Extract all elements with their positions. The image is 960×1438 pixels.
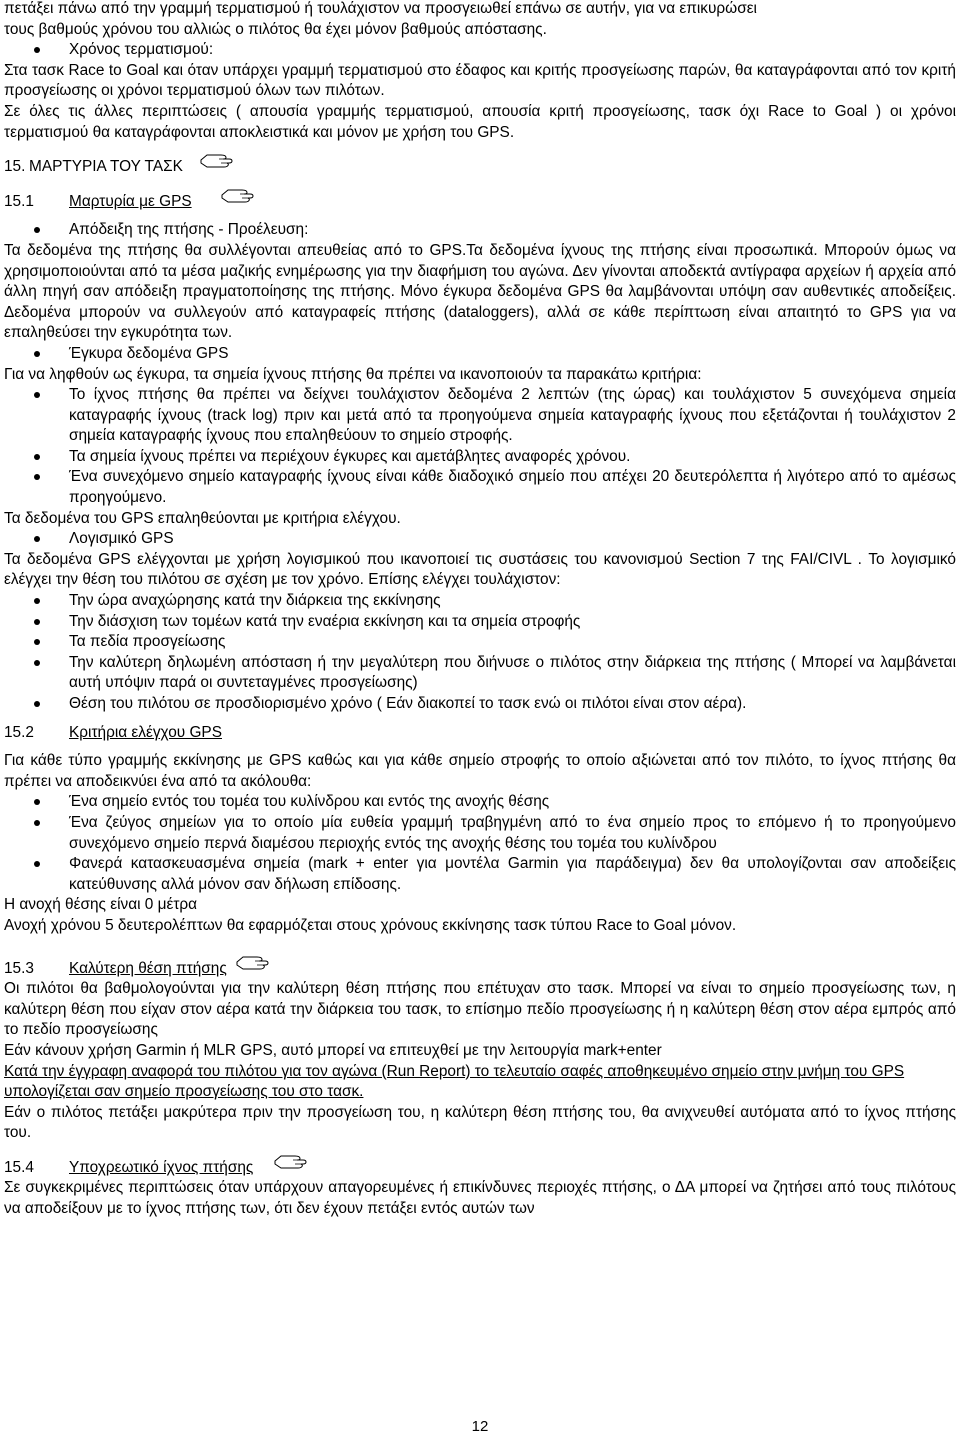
paragraph: Οι πιλότοι θα βαθμολογούνται για την καλύτερη θέση πτήσης που επέτυχαν στο τασκ. Μπορεί να είναι το σημείο προσγείωσης των, η καλύτερη θέση που είχαν στον αέρα κατά την διάρκεια του τασκ, το επίσημο πεδίο προσγείωσης ή η καλύτερη θέση στον αέρα εμπρός από το πεδίο προσγείωσης <box>4 980 956 1039</box>
list-item: Ένα ζεύγος σημείων για το οποίο μία ευθεία γραμμή τραβηγμένη από το ένα σημείο προς το επόμενο ή το προηγούμενο συνεχόμενο σημείο περνά διαμέσου περιοχής εντός της ανοχής θέσης του τομέα του κυλίνδρου <box>4 813 956 854</box>
section-number: 15.4 <box>4 1158 34 1176</box>
text-line: πετάξει πάνω από την γραμμή τερματισμού ή τουλάχιστον να προσγειωθεί επάνω σε αυτήν, για να επικυρώσει <box>4 0 757 17</box>
section-number: 15.2 <box>4 723 34 741</box>
hand-pointing-icon <box>235 953 269 971</box>
list-item: Ένα συνεχόμενο σημείο καταγραφής ίχνους είναι κάθε διαδοχικό σημείο που απέχει 20 δευτερόλεπτα ή λιγότερο από το αμέσως προηγούμενο. <box>4 467 956 508</box>
list-item: Την ώρα αναχώρησης κατά την διάρκεια της εκκίνησης <box>4 591 956 612</box>
paragraph: Για να ληφθούν ως έγκυρα, τα σημεία ίχνους πτήσης θα πρέπει να ικανοποιούν τα παρακάτω κριτήρια: <box>4 365 702 383</box>
paragraph: Για κάθε τύπο γραμμής εκκίνησης με GPS καθώς και για κάθε σημείο στροφής το οποίο αξιώνεται από τον πιλότο, το ίχνος πτήσης θα πρέπει να αποδεικνύει ένα από τα ακόλουθα: <box>4 752 956 790</box>
paragraph: Στα τασκ Race to Goal και όταν υπάρχει γραμμή τερματισμού στο έδαφος και κριτής προσγείωσης παρών, θα καταγράφονται από τον κριτή προσγείωσης οι χρόνοι τερματισμού όλων των πιλότων. <box>4 61 956 100</box>
section-number: 15.3 <box>4 959 34 977</box>
hand-pointing-icon <box>199 151 233 169</box>
paragraph: Σε όλες τις άλλες περιπτώσεις ( απουσία γραμμής τερματισμού, απουσία κριτή προσγείωσης, τασκ όχι Race to Goal ) οι χρόνοι τερματισμού θα καταγράφονται αποκλειστικά και μόνον με χρήση του GPS. <box>4 102 956 141</box>
paragraph: Σε συγκεκριμένες περιπτώσεις όταν υπάρχουν απαγορευμένες ή επικίνδυνες περιοχές πτήσης, ο ΔΑ μπορεί να ζητήσει από τους πιλότους να αποδείξουν με το ίχνος πτήσης των, ότι δεν έχουν πετάξει εντός αυτών των <box>4 1179 956 1218</box>
section-heading-15-3 <box>4 959 956 980</box>
section-title: Υποχρεωτικό ίχνος πτήσης <box>69 1158 254 1176</box>
list-item: Ένα σημείο εντός του τομέα του κυλίνδρου και εντός της ανοχής θέσης <box>4 792 956 813</box>
section-heading-15-2 <box>4 723 956 744</box>
section-heading-15-1 <box>4 192 956 213</box>
paragraph: Τα δεδομένα του GPS επαληθεύονται με κριτήρια ελέγχου. <box>4 509 401 527</box>
list-item: Το ίχνος πτήσης θα πρέπει να δείχνει τουλάχιστον δεδομένα 2 λεπτών (της ώρας) και τουλάχιστον 5 συνεχόμενα σημεία καταγραφής ίχνους (track log) πριν και μετά από τα προηγούμενα σημεία καταγραφής ίχνους που εξετάζονται ή τουλάχιστον 2 σημεία καταγραφής ίχνους που επαληθεύουν το σημείο στροφής. <box>4 385 956 447</box>
paragraph: Εάν κάνουν χρήση Garmin ή MLR GPS, αυτό μπορεί να επιτευχθεί με την λειτουργία mark+enter <box>4 1041 662 1059</box>
section-heading-15-4 <box>4 1158 956 1179</box>
paragraph: Τα δεδομένα GPS ελέγχονται με χρήση λογισμικού που ικανοποιεί τις συστάσεις του κανονισμού Section 7 της FAI/CIVL . Το λογισμικό ελέγχει την θέση του πιλότου σε σχέση με τον χρόνο. Επίσης ελέγχει τουλάχιστον: <box>4 550 956 589</box>
section-title: Μαρτυρία με GPS <box>69 192 192 210</box>
paragraph: Η ανοχή θέσης είναι 0 μέτρα <box>4 896 198 914</box>
text-line: τους βαθμούς χρόνου του αλλιώς ο πιλότος θα έχει μόνον βαθμούς απόστασης. <box>4 20 547 38</box>
paragraph: Τα δεδομένα της πτήσης θα συλλέγονται απευθείας από το GPS.Τα δεδομένα ίχνους της πτήσης είναι προσωπικά. Μπορούν όμως να χρησιμοποιούνται από τα μέσα μαζικής ενημέρωσης για την διαφήμιση του αγώνα. Δεν γίνονται αποδεκτά αντίγραφα αρχείων ή αρχεία από άλλη πηγή σαν απόδειξη πραγματοποίησης της πτήσης. Μόνο έγκυρα δεδομένα GPS θα λαμβάνονται υπόψη σαν αυθεντικές αποδείξεις. Δεδομένα μπορούν να συλλεγούν από καταγραφείς πτήσης (dataloggers), αλλά σε κάθε περίπτωση είναι απαιτητό το GPS για να επαληθεύσει την εγκυρότητα των. <box>4 241 956 342</box>
bullet-finish-time: Χρόνος τερματισμού: <box>4 40 956 61</box>
section-number: 15. <box>4 158 26 176</box>
document-page <box>4 0 956 1220</box>
paragraph: Ανοχή χρόνου 5 δευτερολέπτων θα εφαρμόζεται στους χρόνους εκκίνησης τασκ τύπου Race to Goal μόνον. <box>4 916 737 934</box>
section-title: Κριτήρια ελέγχου GPS <box>69 723 222 741</box>
paragraph: Εάν ο πιλότος πετάξει μακρύτερα πριν την προσγείωση του, η καλύτερη θέση πτήσης του, θα ανιχνευθεί αυτόματα από το ίχνος πτήσης του. <box>4 1103 956 1142</box>
list-item: Τα σημεία ίχνους πρέπει να περιέχουν έγκυρες και αμετάβλητες αναφορές χρόνου. <box>4 447 956 468</box>
list-item: Την διάσχιση των τομέων κατά την εναέρια εκκίνηση και τα σημεία στροφής <box>4 612 956 633</box>
bullet-valid-gps: Έγκυρα δεδομένα GPS <box>4 344 956 365</box>
hand-pointing-icon <box>220 186 254 204</box>
hand-pointing-icon <box>273 1152 307 1170</box>
list-item: Φανερά κατασκευασμένα σημεία (mark + enter για μοντέλα Garmin για παράδειγμα) δεν θα υπολογίζονται σαν αποδείξεις κατεύθυνσης αλλά μόνον σαν δήλωση επίδοσης. <box>4 854 956 895</box>
bullet-gps-software: Λογισμικό GPS <box>4 529 956 550</box>
section-number: 15.1 <box>4 192 34 210</box>
page-number: 12 <box>471 1418 489 1435</box>
paragraph-underlined: Κατά την έγγραφη αναφορά του πιλότου για τον αγώνα (Run Report) το τελευταίο σαφές αποθηκευμένο σημείο στην μνήμη του GPS υπολογίζεται σαν σημείο προσγείωσης του στο τασκ. <box>4 1062 905 1101</box>
section-title: ΜΑΡΤΥΡΙΑ ΤΟΥ ΤΑΣΚ <box>29 158 183 176</box>
bullet-flight-proof: Απόδειξη της πτήσης - Προέλευση: <box>4 220 956 241</box>
section-title: Καλύτερη θέση πτήσης <box>69 959 227 977</box>
list-item: Την καλύτερη δηλωμένη απόσταση ή την μεγαλύτερη που διήνυσε ο πιλότος στην διάρκεια της πτήσης ( Μπορεί να λαμβάνεται αυτή υπόψιν παρά οι συντεταγμένες προσγείωσης) <box>4 653 956 694</box>
section-heading-15 <box>4 157 956 178</box>
list-item: Τα πεδία προσγείωσης <box>4 632 956 653</box>
list-item: Θέση του πιλότου σε προσδιορισμένο χρόνο ( Εάν διακοπεί το τασκ ενώ οι πιλότοι είναι στον αέρα). <box>4 694 956 715</box>
